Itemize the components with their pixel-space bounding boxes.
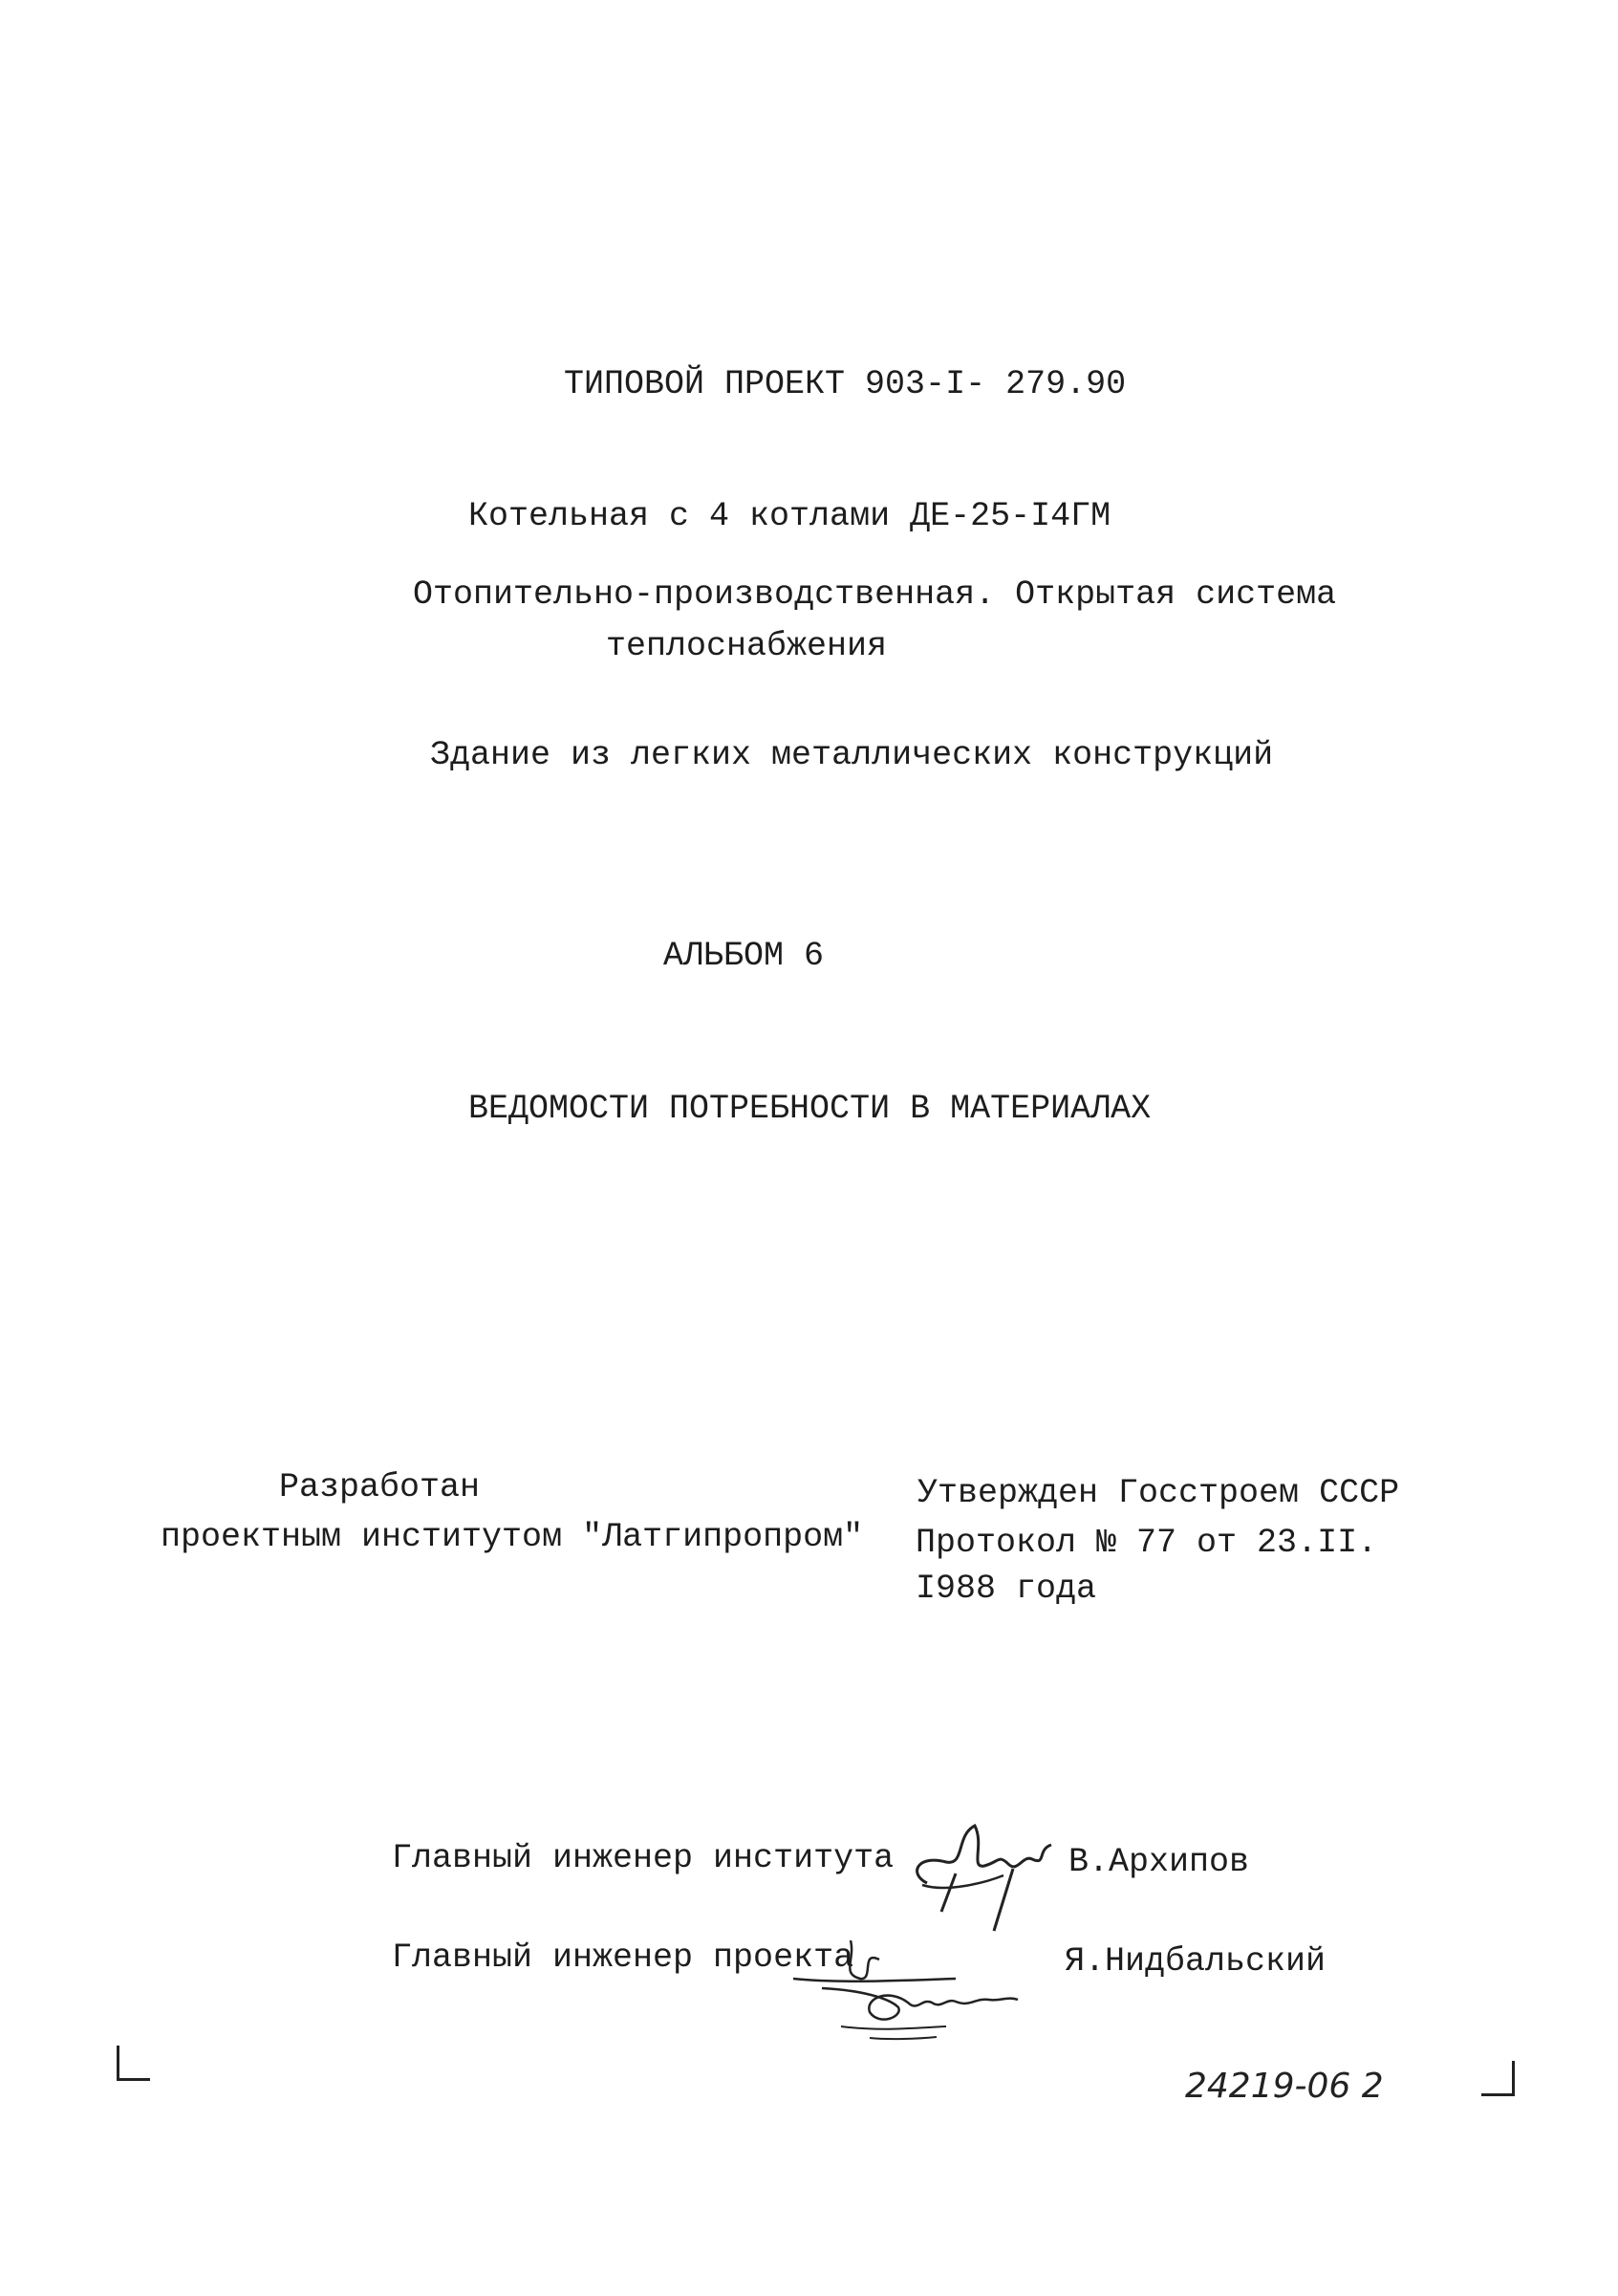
document-number: 24219-06 2 xyxy=(1185,2067,1384,2106)
project-number: ТИПОВОЙ ПРОЕКТ 903-I- 279.90 xyxy=(564,365,1127,403)
signature-nidbalsky xyxy=(784,1921,1032,2046)
chief-engineer-project-name: Я.Нидбальский xyxy=(1065,1942,1327,1981)
chief-engineer-institute-name: В.Архипов xyxy=(1068,1843,1250,1881)
album-title: ВЕДОМОСТИ ПОТРЕБНОСТИ В МАТЕРИАЛАХ xyxy=(468,1090,1152,1128)
building-description: Здание из легких металлических конструкций xyxy=(430,736,1274,774)
corner-mark-bottom-right xyxy=(1481,2061,1515,2096)
document-title: Котельная с 4 котлами ДЕ-25-I4ГМ xyxy=(468,497,1111,535)
album-label: АЛЬБОМ 6 xyxy=(663,937,825,975)
chief-engineer-institute-label: Главный инженер института xyxy=(392,1839,895,1877)
subtitle-line-1: Отопительно-производственная. Открытая система xyxy=(413,575,1337,614)
developed-by-line-1: Разработан xyxy=(279,1468,481,1506)
approval-line-3: I988 года xyxy=(916,1570,1097,1608)
corner-mark-bottom-left xyxy=(117,2046,150,2081)
approval-line-1: Утвержден Госстроем СССР xyxy=(917,1474,1400,1512)
chief-engineer-project-label: Главный инженер проекта xyxy=(392,1939,854,1977)
subtitle-line-2: теплоснабжения xyxy=(606,627,888,665)
approval-line-2: Протокол № 77 от 23.II. xyxy=(916,1524,1378,1562)
developed-by-line-2: проектным институтом "Латгипропром" xyxy=(161,1518,864,1556)
